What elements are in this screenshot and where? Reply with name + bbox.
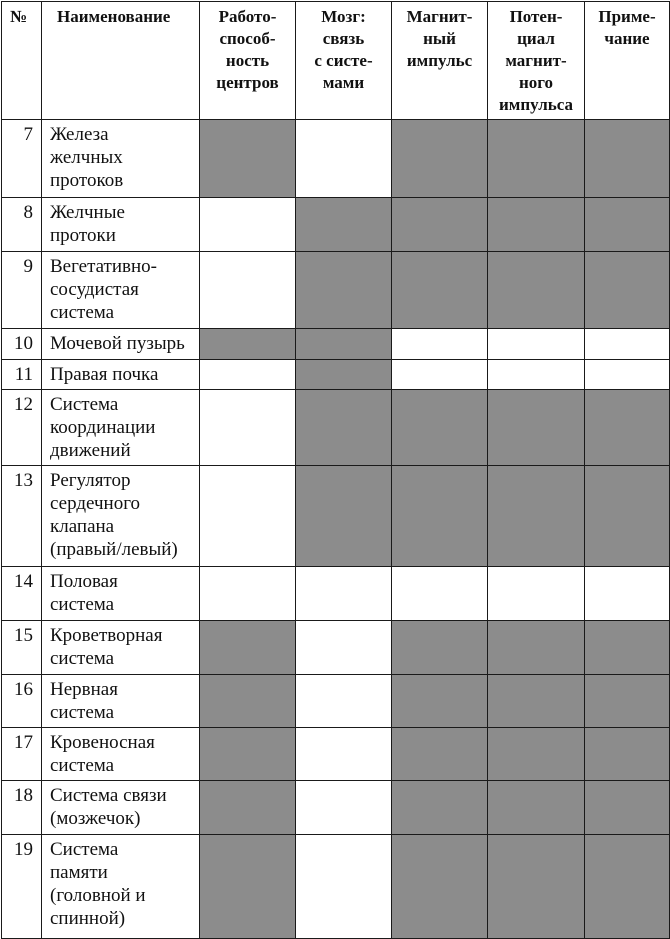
table-row [2, 329, 670, 360]
shaded-cell-centers-performance [200, 781, 296, 835]
header-impulse-potential: Потен- циал магнит- ного импульса [488, 2, 585, 120]
row-number: 11 [2, 360, 42, 390]
shaded-cell-magnetic-impulse [392, 252, 488, 329]
shaded-cell-note [585, 728, 670, 781]
shaded-cell-brain-connection [296, 198, 392, 252]
row-number: 12 [2, 390, 42, 466]
row-number: 8 [2, 198, 42, 252]
table-row [2, 781, 670, 835]
shaded-cell-note [585, 120, 670, 198]
row-name: Кровеносная система [42, 728, 200, 781]
row-number: 19 [2, 835, 42, 939]
organ-systems-table [1, 1, 670, 939]
shaded-cell-brain-connection [296, 252, 392, 329]
shaded-cell-note [585, 466, 670, 567]
row-number: 15 [2, 621, 42, 675]
header-brain-connection: Мозг: связь с систе- мами [296, 2, 392, 120]
shaded-cell-brain-connection [296, 329, 392, 360]
shaded-cell-magnetic-impulse [392, 781, 488, 835]
row-number: 7 [2, 120, 42, 198]
row-name: Регулятор сердечного клапана (правый/левый) [42, 466, 200, 567]
shaded-cell-impulse-potential [488, 675, 585, 728]
shaded-cell-magnetic-impulse [392, 198, 488, 252]
header-magnetic-impulse: Магнит- ный импульс [392, 2, 488, 120]
empty-cell-note [585, 567, 670, 621]
empty-cell-brain-connection [296, 675, 392, 728]
empty-cell-impulse-potential [488, 329, 585, 360]
row-name: Вегетативно- сосудистая система [42, 252, 200, 329]
table-row [2, 835, 670, 939]
row-name: Система памяти (головной и спинной) [42, 835, 200, 939]
shaded-cell-impulse-potential [488, 835, 585, 939]
header-centers-performance: Работо- способ- ность центров [200, 2, 296, 120]
shaded-cell-magnetic-impulse [392, 728, 488, 781]
header-note: Приме- чание [585, 2, 670, 120]
row-number: 10 [2, 329, 42, 360]
row-number: 18 [2, 781, 42, 835]
table-row [2, 466, 670, 567]
shaded-cell-note [585, 675, 670, 728]
shaded-cell-note [585, 198, 670, 252]
shaded-cell-impulse-potential [488, 390, 585, 466]
row-name: Мочевой пузырь [42, 329, 200, 360]
row-name: Половая система [42, 567, 200, 621]
empty-cell-note [585, 360, 670, 390]
table-row [2, 621, 670, 675]
shaded-cell-impulse-potential [488, 621, 585, 675]
shaded-cell-magnetic-impulse [392, 390, 488, 466]
shaded-cell-centers-performance [200, 621, 296, 675]
table-row [2, 567, 670, 621]
shaded-cell-magnetic-impulse [392, 466, 488, 567]
empty-cell-magnetic-impulse [392, 360, 488, 390]
table-row [2, 120, 670, 198]
header-row [2, 2, 670, 120]
table-row [2, 252, 670, 329]
shaded-cell-impulse-potential [488, 466, 585, 567]
shaded-cell-note [585, 835, 670, 939]
empty-cell-note [585, 329, 670, 360]
empty-cell-brain-connection [296, 728, 392, 781]
row-name: Нервная система [42, 675, 200, 728]
shaded-cell-note [585, 390, 670, 466]
row-number: 13 [2, 466, 42, 567]
shaded-cell-note [585, 621, 670, 675]
row-number: 14 [2, 567, 42, 621]
shaded-cell-centers-performance [200, 120, 296, 198]
table-row [2, 198, 670, 252]
shaded-cell-magnetic-impulse [392, 675, 488, 728]
shaded-cell-impulse-potential [488, 198, 585, 252]
row-name: Железа желчных протоков [42, 120, 200, 198]
shaded-cell-centers-performance [200, 835, 296, 939]
row-name: Система связи (мозжечок) [42, 781, 200, 835]
row-number: 16 [2, 675, 42, 728]
empty-cell-brain-connection [296, 621, 392, 675]
empty-cell-centers-performance [200, 360, 296, 390]
empty-cell-centers-performance [200, 567, 296, 621]
table-body [2, 120, 670, 939]
table-row [2, 360, 670, 390]
row-name: Правая почка [42, 360, 200, 390]
shaded-cell-impulse-potential [488, 728, 585, 781]
table-row [2, 675, 670, 728]
empty-cell-brain-connection [296, 781, 392, 835]
empty-cell-impulse-potential [488, 360, 585, 390]
row-number: 17 [2, 728, 42, 781]
empty-cell-centers-performance [200, 390, 296, 466]
empty-cell-magnetic-impulse [392, 329, 488, 360]
empty-cell-impulse-potential [488, 567, 585, 621]
row-name: Система координации движений [42, 390, 200, 466]
empty-cell-magnetic-impulse [392, 567, 488, 621]
shaded-cell-brain-connection [296, 466, 392, 567]
shaded-cell-centers-performance [200, 675, 296, 728]
shaded-cell-note [585, 781, 670, 835]
empty-cell-brain-connection [296, 567, 392, 621]
empty-cell-brain-connection [296, 120, 392, 198]
shaded-cell-magnetic-impulse [392, 120, 488, 198]
shaded-cell-centers-performance [200, 728, 296, 781]
shaded-cell-magnetic-impulse [392, 621, 488, 675]
shaded-cell-note [585, 252, 670, 329]
empty-cell-brain-connection [296, 835, 392, 939]
table-row [2, 728, 670, 781]
header-number: № [2, 2, 42, 120]
shaded-cell-impulse-potential [488, 120, 585, 198]
shaded-cell-brain-connection [296, 390, 392, 466]
shaded-cell-brain-connection [296, 360, 392, 390]
row-name: Желчные протоки [42, 198, 200, 252]
empty-cell-centers-performance [200, 198, 296, 252]
row-number: 9 [2, 252, 42, 329]
empty-cell-centers-performance [200, 466, 296, 567]
shaded-cell-impulse-potential [488, 781, 585, 835]
table-row [2, 390, 670, 466]
header-name: Наименование [42, 2, 200, 120]
shaded-cell-magnetic-impulse [392, 835, 488, 939]
shaded-cell-centers-performance [200, 329, 296, 360]
row-name: Кроветворная система [42, 621, 200, 675]
empty-cell-centers-performance [200, 252, 296, 329]
shaded-cell-impulse-potential [488, 252, 585, 329]
